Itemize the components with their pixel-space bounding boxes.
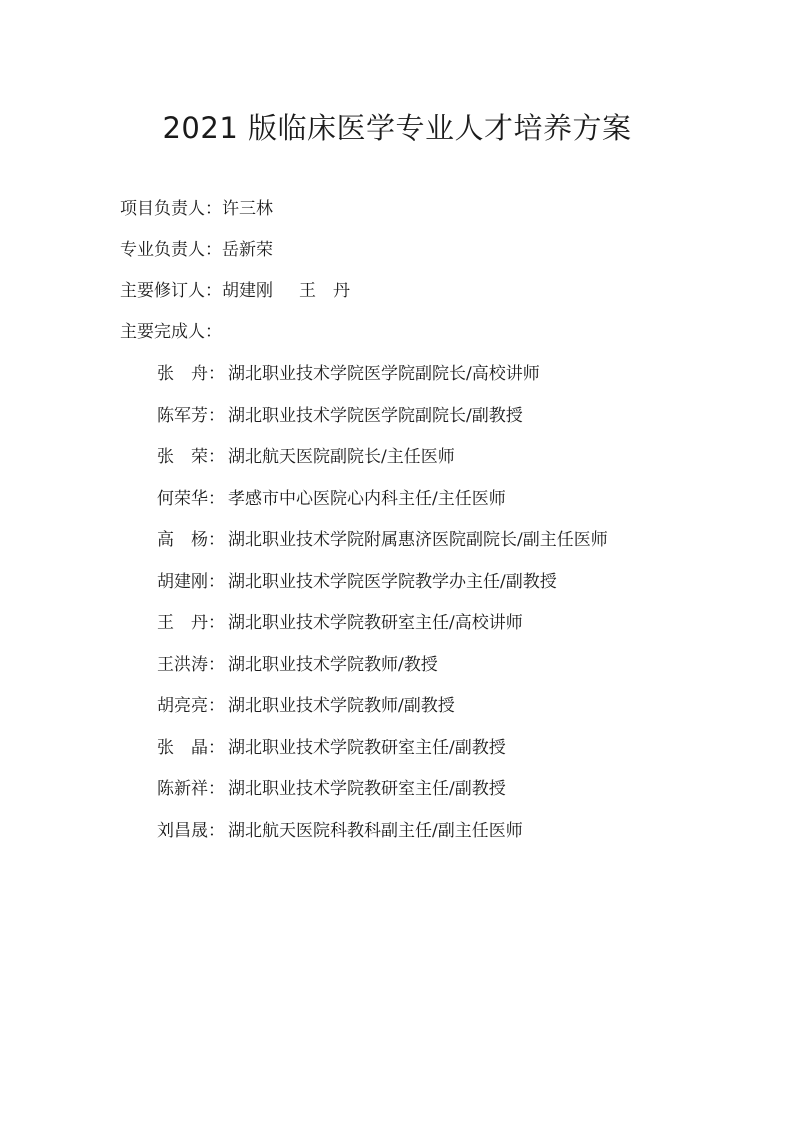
list-item <box>157 445 608 487</box>
contributor-role: 湖北职业技术学院教师/副教授 <box>228 696 455 716</box>
contributor-name: 何荣华 <box>157 488 208 509</box>
contributor-name: 张荣 <box>157 447 208 467</box>
contributor-colon: ： <box>208 654 225 675</box>
list-item <box>157 694 608 736</box>
contributor-role: 湖北职业技术学院教师/教授 <box>228 654 438 675</box>
major-lead-line <box>120 238 273 262</box>
contributor-name: 王洪涛 <box>157 654 208 675</box>
major-lead-value: 岳新荣 <box>222 240 273 260</box>
contributor-role: 湖北航天医院副院长/主任医师 <box>228 447 455 467</box>
major-lead-label: 专业负责人： <box>120 240 222 260</box>
list-item <box>157 528 608 570</box>
contributor-role: 湖北职业技术学院教研室主任/高校讲师 <box>228 613 523 633</box>
list-item <box>157 570 608 612</box>
contributor-name: 陈军芳 <box>157 405 208 426</box>
contributor-name: 胡亮亮 <box>157 696 208 716</box>
list-item <box>157 487 608 529</box>
list-item <box>157 611 608 653</box>
contributor-role: 孝感市中心医院心内科主任/主任医师 <box>228 488 506 509</box>
project-lead-value: 许三林 <box>222 199 273 219</box>
contributors-list <box>157 362 608 860</box>
contributor-colon: ： <box>208 820 225 841</box>
contributor-role: 湖北职业技术学院医学院副院长/副教授 <box>228 405 523 426</box>
contributor-role: 湖北航天医院科教科副主任/副主任医师 <box>228 820 523 841</box>
contributor-colon: ： <box>208 488 225 509</box>
contributor-colon: ： <box>208 737 225 758</box>
list-item <box>157 404 608 446</box>
contributor-colon: ： <box>208 779 225 799</box>
contributor-role: 湖北职业技术学院附属惠济医院副院长/副主任医师 <box>228 530 608 550</box>
contributor-role: 湖北职业技术学院医学院教学办主任/副教授 <box>228 571 557 592</box>
contributor-name: 刘昌晟 <box>157 820 208 841</box>
contributor-name: 胡建刚 <box>157 571 208 592</box>
contributor-name: 张舟 <box>157 364 208 384</box>
list-item <box>157 362 608 404</box>
contributor-role: 湖北职业技术学院教研室主任/副教授 <box>228 737 506 758</box>
contributor-colon: ： <box>208 405 225 426</box>
contributor-colon: ： <box>208 696 225 716</box>
contributor-colon: ： <box>208 530 225 550</box>
project-lead-line <box>120 197 273 221</box>
main-revisers-label: 主要修订人： <box>120 281 222 301</box>
main-contributors-heading: 主要完成人： <box>120 322 222 342</box>
contributor-colon: ： <box>208 613 225 633</box>
list-item <box>157 736 608 778</box>
list-item <box>157 819 608 861</box>
contributor-name: 陈新祥 <box>157 779 208 799</box>
contributor-name: 王丹 <box>157 613 208 633</box>
contributor-colon: ： <box>208 364 225 384</box>
reviser-name: 胡建刚 <box>222 281 273 301</box>
contributor-name: 张晶 <box>157 737 208 758</box>
contributor-colon: ： <box>208 447 225 467</box>
contributor-role: 湖北职业技术学院教研室主任/副教授 <box>228 779 506 799</box>
contributor-role: 湖北职业技术学院医学院副院长/高校讲师 <box>228 364 540 384</box>
contributor-colon: ： <box>208 571 225 592</box>
project-lead-label: 项目负责人： <box>120 199 222 219</box>
page-title: 2021 版临床医学专业人才培养方案 <box>162 111 632 145</box>
contributor-name: 高杨 <box>157 530 208 550</box>
list-item <box>157 777 608 819</box>
reviser-name: 王 丹 <box>299 281 350 301</box>
main-revisers-line <box>120 279 350 303</box>
list-item <box>157 653 608 695</box>
